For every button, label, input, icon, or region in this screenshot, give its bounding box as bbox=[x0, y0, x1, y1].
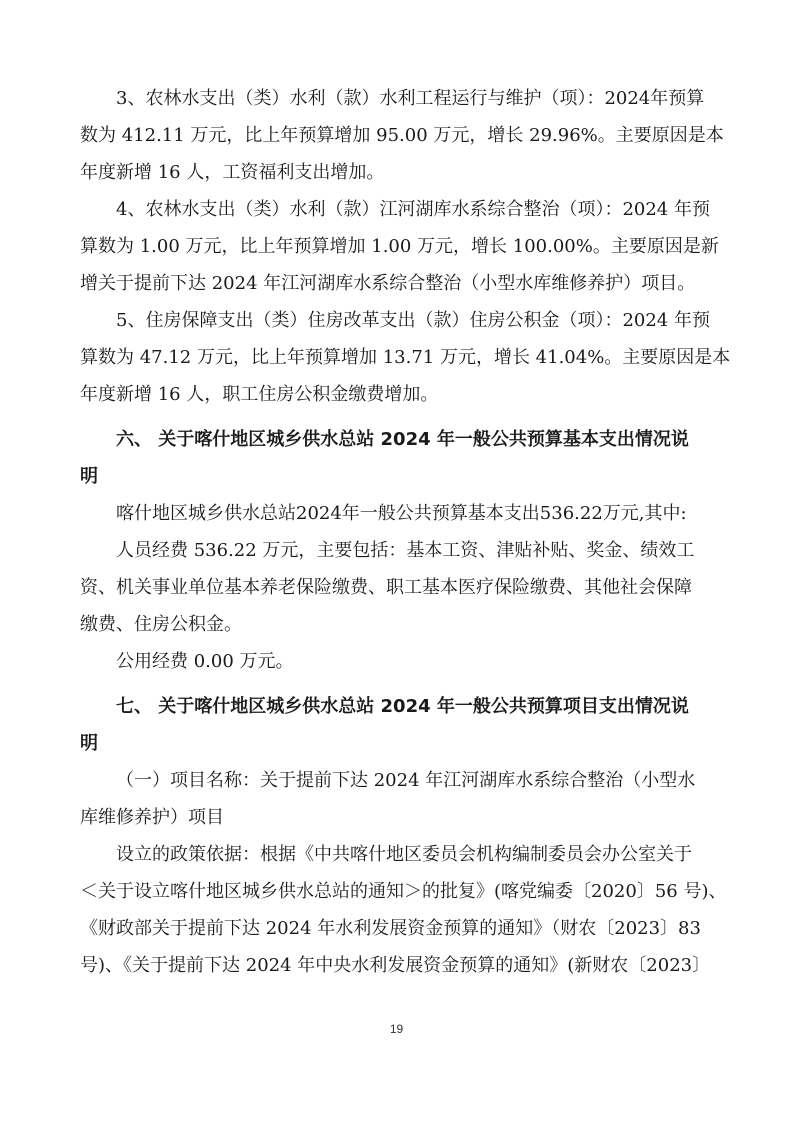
text-line: 设立的政策依据：根据《中共喀什地区委员会机构编制委员会办公室关于 bbox=[116, 844, 692, 865]
heading-line: 明 bbox=[80, 466, 98, 487]
paragraph-project-name bbox=[80, 762, 713, 836]
heading-line: 七、 关于喀什地区城乡供水总站 2024 年一般公共预算项目支出情况说 bbox=[116, 696, 689, 717]
text-line: 增关于提前下达 2024 年江河湖库水系综合整治（小型水库维修养护）项目。 bbox=[80, 273, 696, 294]
section-heading-6 bbox=[80, 421, 713, 495]
page-number: 19 bbox=[389, 1022, 404, 1036]
text-line: （一）项目名称：关于提前下达 2024 年江河湖库水系综合整治（小型水 bbox=[116, 770, 696, 791]
document-body bbox=[80, 80, 731, 984]
text-line: 库维修养护）项目 bbox=[80, 807, 224, 828]
paragraph-policy-basis bbox=[80, 836, 727, 984]
text-line: 年度新增 16 人，职工住房公积金缴费增加。 bbox=[80, 384, 439, 405]
text-line: 人员经费 536.22 万元，主要包括：基本工资、津贴补贴、奖金、绩效工 bbox=[116, 540, 695, 561]
text-line: 号)、《关于提前下达 2024 年中央水利发展资金预算的通知》(新财农〔2023〕 bbox=[80, 955, 711, 976]
text-line: 5、住房保障支出（类）住房改革支出（款）住房公积金（项）：2024 年预 bbox=[116, 310, 710, 331]
text-line: ＜关于设立喀什地区城乡供水总站的通知＞的批复》(喀党编委〔2020〕56 号)、 bbox=[80, 881, 727, 902]
text-line: 公用经费 0.00 万元。 bbox=[116, 651, 294, 672]
text-line: 算数为 47.12 万元，比上年预算增加 13.71 万元，增长 41.04%。主要原因是本 bbox=[80, 347, 731, 368]
paragraph-basic-expenditure bbox=[80, 495, 713, 643]
text-line: 4、农林水支出（类）水利（款）江河湖库水系综合整治（项）：2024 年预 bbox=[116, 199, 710, 220]
text-line: 《财政部关于提前下达 2024 年水利发展资金预算的通知》（财农〔2023〕83 bbox=[80, 918, 701, 939]
text-line: 喀什地区城乡供水总站2024年一般公共预算基本支出536.22万元,其中: bbox=[116, 503, 687, 524]
heading-line: 六、 关于喀什地区城乡供水总站 2024 年一般公共预算基本支出情况说 bbox=[116, 429, 689, 450]
paragraph-item-5 bbox=[80, 302, 731, 413]
paragraph-public-expenses bbox=[80, 643, 713, 680]
text-line: 年度新增 16 人，工资福利支出增加。 bbox=[80, 162, 385, 183]
text-line: 3、农林水支出（类）水利（款）水利工程运行与维护（项）：2024年预算 bbox=[116, 88, 705, 109]
section-heading-7 bbox=[80, 688, 713, 762]
text-line: 资、机关事业单位基本养老保险缴费、职工基本医疗保险缴费、其他社会保障 bbox=[80, 577, 692, 598]
paragraph-item-4 bbox=[80, 191, 719, 302]
text-line: 数为 412.11 万元，比上年预算增加 95.00 万元，增长 29.96%。主要原因是本 bbox=[80, 125, 724, 146]
heading-line: 明 bbox=[80, 733, 98, 754]
paragraph-item-3 bbox=[80, 80, 724, 191]
text-line: 算数为 1.00 万元，比上年预算增加 1.00 万元，增长 100.00%。主要原因是新 bbox=[80, 236, 719, 257]
text-line: 缴费、住房公积金。 bbox=[80, 614, 242, 635]
